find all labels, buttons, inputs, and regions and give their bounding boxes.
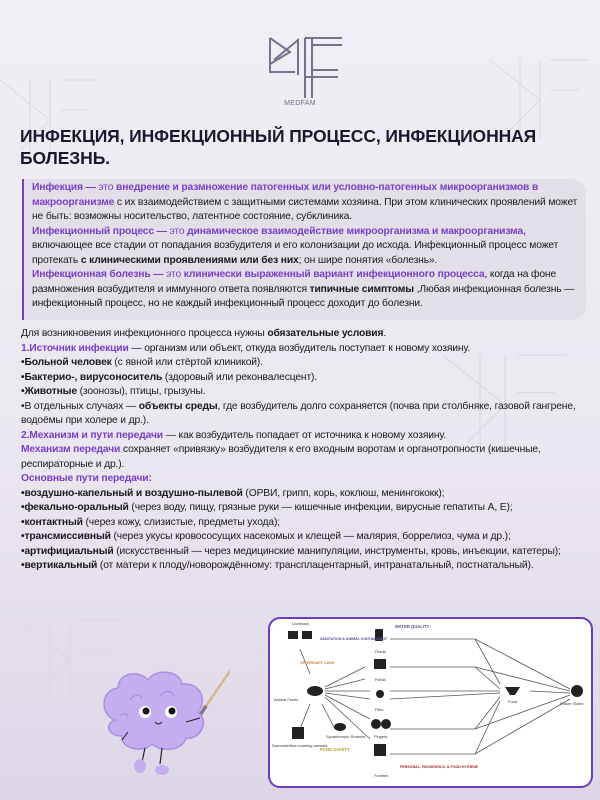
heading: 1.Источник инфекции (21, 342, 129, 354)
route-bold: •трансмиссивный (21, 531, 111, 542)
def-rest: с их взаимодействием с защитными системами хозяина. При этом клинических проявлений может не быть: возможны носительство, латентное состояние, субклиника. (32, 196, 578, 222)
route-text: (через воду, пищу, грязные руки — кишечные инфекции, вирусные гепатиты А, Е); (128, 502, 513, 513)
conditions-intro (21, 327, 593, 342)
route-item (21, 487, 593, 502)
route-bold: •вертикальный (21, 560, 98, 571)
heading-text: — организм или объект, откуда возбудитель поступает к новому хозяину. (128, 342, 471, 354)
route-item (21, 559, 593, 574)
label-fingers: Fingers (374, 734, 388, 739)
label-fomites: Fomites (374, 773, 389, 778)
diagram-lines (270, 619, 591, 786)
term: Инфекционная болезнь — (32, 269, 167, 280)
def-bold: клинически выраженный вариант инфекционного процесса (183, 269, 485, 280)
route-bold: •фекально-оральный (21, 502, 129, 513)
source-item (21, 356, 593, 371)
definition-infection (32, 181, 580, 225)
route-item (21, 501, 593, 516)
def-bold2: типичные симптомы (309, 283, 414, 295)
item-bold: •Бактерио-, вирусоноситель (21, 371, 163, 383)
mechanism-sub (21, 443, 593, 472)
term: Инфекционный процесс — (32, 225, 170, 237)
route-text: (от матери к плоду/новорождённому: трансплацентарный, интранатальный, постнатальный). (97, 560, 534, 571)
label-personal: PERSONAL, HOUSEHOLD, & FOOD HYGIENE (400, 765, 479, 769)
label-veterinary: VETERINARY CARE (300, 661, 335, 665)
route-bold: •артифициальный (21, 545, 114, 557)
label-flies: Flies (375, 707, 384, 712)
label-sanitation: SANITATION & ANIMAL CONTAINMENT (320, 637, 388, 641)
brain-mascot (90, 660, 230, 780)
label-food: Food (508, 699, 518, 704)
def-rest2: ; он шире понятия «болезнь». (298, 254, 438, 266)
item-text: (здоровый или реконвалесцент). (162, 371, 318, 383)
transmission-diagram (268, 617, 593, 788)
sub-text: сохраняет «привязку» возбудителя к его входным воротам и органотропности (кишечные, респираторные и др.). (21, 444, 541, 470)
label-fluids: Fluids (375, 649, 386, 654)
env-pre: •В отдельных случаях — (21, 400, 139, 412)
route-bold: •воздушно-капельный и воздушно-пылевой (21, 487, 243, 499)
sub-heading: Механизм передачи (21, 444, 121, 455)
heading: 2.Механизм и пути передачи (21, 429, 163, 441)
eto: это (166, 269, 184, 280)
route-item (21, 545, 593, 560)
intro-bold: обязательные условия (267, 328, 384, 339)
env-bold: объекты среды (138, 400, 218, 412)
item-bold: •Животные (21, 386, 77, 397)
def-rest: включающее все стадии от попадания возбудителя и его колонизации до исхода. Инфекционный процесс может протекать (32, 240, 559, 266)
item-bold: •Больной человек (21, 357, 112, 368)
label-fields: Fields (375, 677, 386, 682)
definition-disease (32, 268, 580, 312)
logo-text: MEDFAM (284, 100, 316, 107)
definitions-box (22, 179, 586, 320)
item-text: (зоонозы), птицы, грызуны. (76, 386, 206, 397)
term: Инфекция — (32, 182, 99, 193)
heading-text: — как возбудитель попадает от источника к новому хозяину. (162, 429, 447, 441)
route-text: (ОРВИ, грипп, корь, коклюш, менингококк); (242, 487, 445, 499)
routes-heading-text: Основные пути передачи: (21, 473, 152, 484)
source-heading (21, 342, 593, 357)
def-bold: внедрение и размножение патогенных или условно-патогенных микроорганизмов в макроорганизме (32, 182, 539, 208)
source-env (21, 400, 593, 429)
def-bold: динамическое взаимодействие микроорганизма и макроорганизма, (187, 225, 526, 237)
route-item (21, 530, 593, 545)
env-text: , где возбудитель долго сохраняется (почва при столбняке, газовой гангрене, водоёмы при холере и др.). (21, 400, 576, 426)
route-item (21, 516, 593, 531)
label-domestic: Domestic/free-roaming animals (272, 743, 328, 748)
label-food-safety: FOOD SAFETY (320, 747, 350, 752)
label-animal-feces: Animal Feces (274, 697, 299, 702)
intro: Для возникновения инфекционного процесса нужны (21, 328, 268, 339)
label-livestock: Livestock (292, 621, 309, 626)
label-water: WATER QUALITY (395, 624, 430, 629)
page-title: ИНФЕКЦИЯ, ИНФЕКЦИОННЫЙ ПРОЦЕСС, ИНФЕКЦИОННАЯ БОЛЕЗНЬ. (20, 126, 537, 168)
item-text: (с явной или стёртой клиникой). (111, 357, 263, 368)
def-rest2: ,Любая инфекционная болезнь — инфекционный процесс, но не каждый инфекционный процесс доходит до болезни. (32, 283, 575, 309)
routes-heading (21, 472, 593, 487)
route-text: (через укусы кровососущих насекомых и клещей — малярия, боррелиоз, чума и др.); (110, 531, 511, 542)
source-item (21, 371, 593, 386)
mechanism-heading (21, 429, 593, 444)
eto: это (98, 182, 117, 193)
source-item (21, 385, 593, 400)
route-bold: •контактный (21, 516, 83, 528)
conditions-section (21, 327, 593, 574)
route-text: (искусственный — через медицинские манипуляции, инструменты, кровь, инъекции, катетеры); (113, 545, 561, 557)
route-text: (через кожу, слизистые, предметы ухода); (82, 516, 280, 528)
eto: это (169, 225, 188, 237)
label-future-victim: Future Victim (560, 701, 584, 706)
intro-end: . (383, 328, 387, 339)
def-rest: , когда на фоне размножения возбудителя и иммунного ответа появляются (32, 269, 557, 295)
label-synanthropic: Synanthropic Rodents (326, 734, 366, 739)
def-bold2: с клиническими проявлениями или без них (80, 254, 299, 266)
medfam-logo (250, 30, 350, 100)
definition-process (32, 225, 580, 269)
